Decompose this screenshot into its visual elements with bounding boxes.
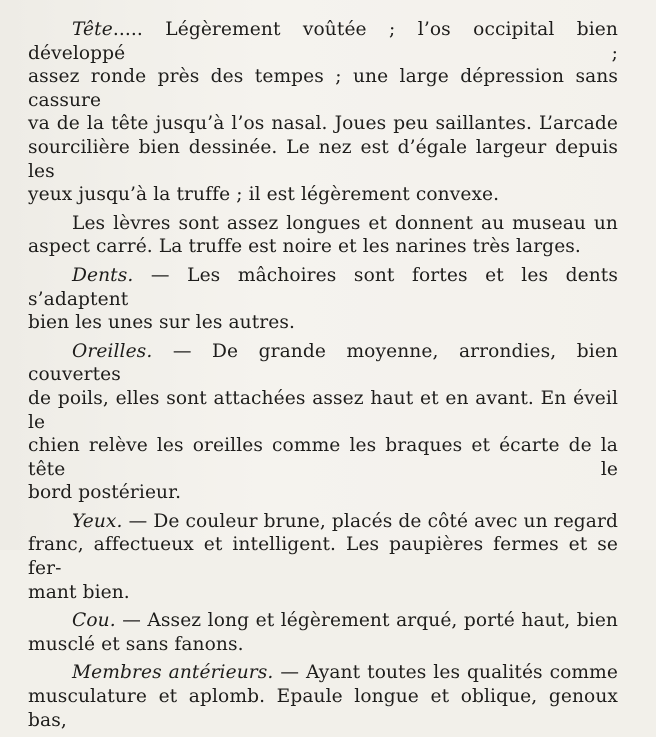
- text-line: de poils, elles sont attachées assez haut et en avant. En éveil le: [28, 387, 618, 433]
- text-line: va de la tête jusqu’à l’os nasal. Joues peu saillantes. L’arcade: [28, 113, 618, 135]
- paragraph-cou: [28, 609, 618, 656]
- text-line: Membres antérieurs. — Ayant toutes les qualités comme: [72, 662, 618, 684]
- text-line: Cou. — Assez long et légèrement arqué, porté haut, bien: [72, 610, 618, 632]
- text-line: sourcilière bien dessinée. Le nez est d’égale largeur depuis les: [28, 136, 618, 182]
- text-line: musclé et sans fanons.: [28, 633, 244, 655]
- section-term: Yeux.: [72, 510, 123, 532]
- paragraph-membres-anterieurs: [28, 661, 618, 732]
- paragraph-tete: [28, 18, 618, 207]
- paragraph-yeux: [28, 510, 618, 604]
- text-line: mant bien.: [28, 581, 130, 603]
- text-line: franc, affectueux et intelligent. Les paupières fermes et se fer-: [28, 534, 618, 580]
- paragraph-dents: [28, 264, 618, 335]
- body-text: [28, 18, 618, 737]
- text-line: Les lèvres sont assez longues et donnent au museau un: [72, 212, 618, 234]
- text-line: bord postérieur.: [28, 482, 182, 504]
- text-line: assez ronde près des tempes ; une large dépression sans cassure: [28, 66, 618, 111]
- paragraph-levres: [28, 212, 618, 259]
- text-line: chien relève les oreilles comme les braques et écarte de la tête le: [28, 435, 618, 480]
- text-line: musculature et aplomb. Epaule longue et oblique, genoux bas,: [28, 686, 618, 731]
- text-line: Tête..... Légèrement voûtée ; l’os occipital bien développé ;: [28, 19, 618, 64]
- section-term: Dents.: [72, 264, 134, 286]
- paragraph-oreilles: [28, 340, 618, 505]
- section-term: Cou.: [72, 610, 116, 632]
- text-line: Yeux. — De couleur brune, placés de côté avec un regard: [72, 510, 618, 532]
- text-line: yeux jusqu’à la truffe ; il est légèrement convexe.: [28, 184, 500, 206]
- section-term: Oreilles.: [72, 340, 153, 362]
- text-line: bien les unes sur les autres.: [28, 312, 296, 334]
- section-term: Tête: [72, 19, 113, 40]
- section-term: Membres antérieurs.: [72, 662, 274, 684]
- text-line: Oreilles. — De grande moyenne, arrondies, bien couvertes: [28, 340, 618, 386]
- text-line: aspect carré. La truffe est noire et les narines très larges.: [28, 236, 581, 258]
- text-line: Dents. — Les mâchoires sont fortes et les dents s’adaptent: [28, 264, 618, 310]
